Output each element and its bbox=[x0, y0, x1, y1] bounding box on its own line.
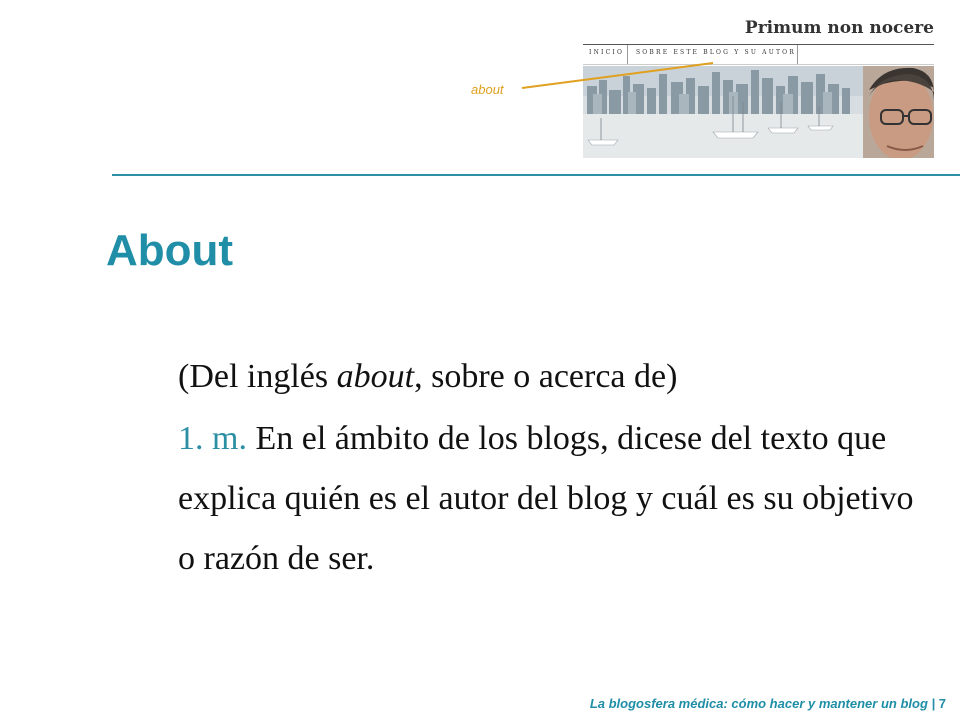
footer-text: La blogosfera médica: cómo hacer y mantener un blog bbox=[589, 696, 928, 711]
etymology-before: (Del inglés bbox=[178, 358, 337, 395]
etymology-line bbox=[178, 344, 938, 409]
page-number: 7 bbox=[938, 696, 946, 711]
slide-title: About bbox=[106, 226, 234, 275]
blog-banner-image bbox=[583, 66, 934, 158]
blog-screenshot bbox=[583, 10, 934, 158]
definition-sense bbox=[178, 409, 938, 589]
callout-label: about bbox=[471, 82, 504, 97]
sense-text: En el ámbito de los blogs, dicese del texto que explica quién es el autor del blog y cuál es su objetivo o razón de ser. bbox=[178, 420, 914, 577]
nav-divider bbox=[627, 45, 628, 64]
footer-separator: | bbox=[927, 696, 939, 711]
nav-divider bbox=[797, 45, 798, 64]
definition-block bbox=[178, 344, 938, 589]
blog-title: Primum non nocere bbox=[744, 18, 934, 38]
slide-footer bbox=[590, 696, 946, 711]
sense-number: 1. m. bbox=[178, 420, 247, 457]
etymology-term: about bbox=[336, 358, 415, 395]
etymology-after: , sobre o acerca de) bbox=[414, 358, 678, 395]
blog-nav bbox=[583, 44, 934, 65]
title-divider bbox=[112, 174, 960, 176]
nav-item-inicio[interactable]: INICIO bbox=[589, 49, 625, 56]
nav-item-about[interactable]: SOBRE ESTE BLOG Y SU AUTOR bbox=[636, 49, 797, 56]
